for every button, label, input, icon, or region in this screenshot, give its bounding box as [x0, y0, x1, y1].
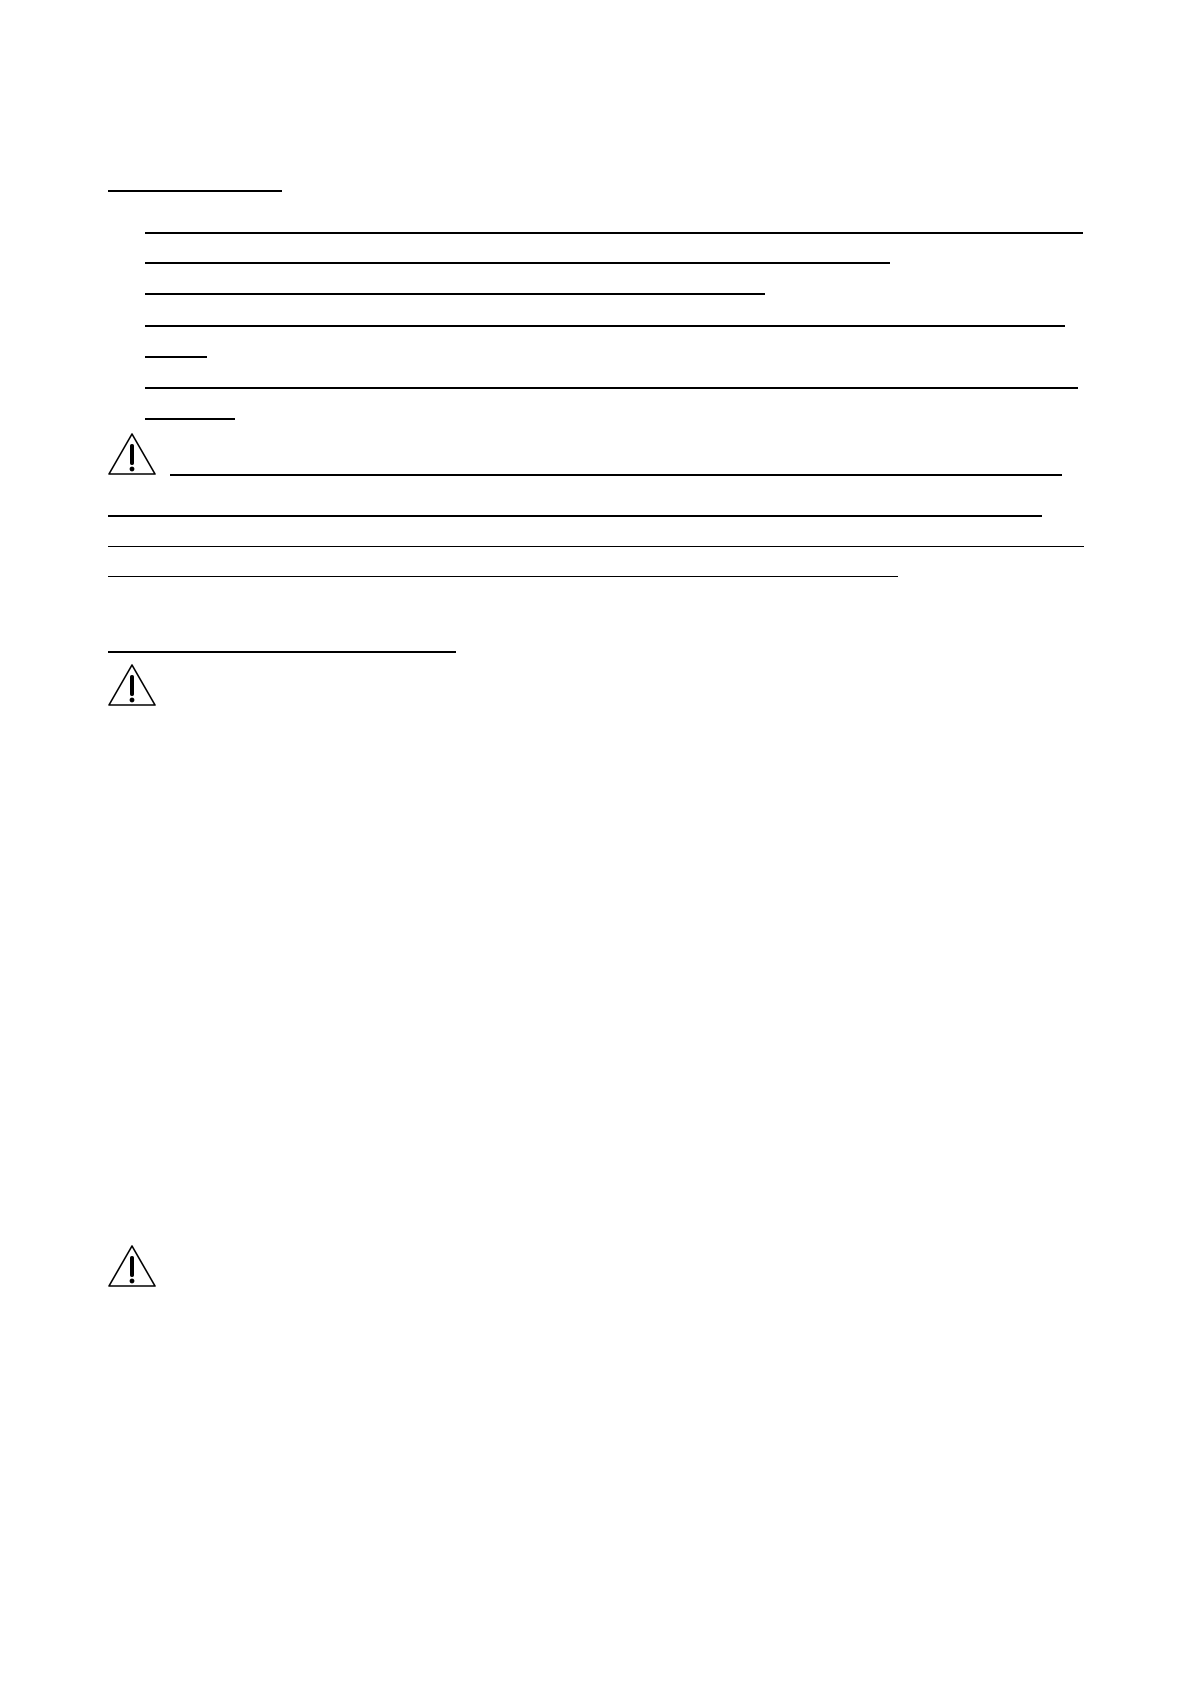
warning-triangle-icon	[107, 663, 157, 707]
warning-triangle-icon	[107, 1244, 157, 1288]
section-heading-underline	[108, 190, 282, 192]
warning-paragraph-line	[108, 515, 1042, 517]
list-item-line	[145, 325, 1065, 327]
warning-paragraph-line	[108, 576, 898, 577]
list-item-line	[145, 293, 765, 295]
list-item-line	[145, 232, 1083, 234]
list-item-line	[145, 418, 235, 420]
warning-triangle-icon	[107, 432, 157, 476]
list-item-line	[145, 356, 207, 358]
warning-paragraph-line	[170, 474, 1062, 476]
list-item-line	[145, 387, 1078, 389]
section-heading-underline	[108, 651, 456, 653]
warning-paragraph-line	[108, 546, 1084, 547]
list-item-line	[145, 262, 890, 264]
